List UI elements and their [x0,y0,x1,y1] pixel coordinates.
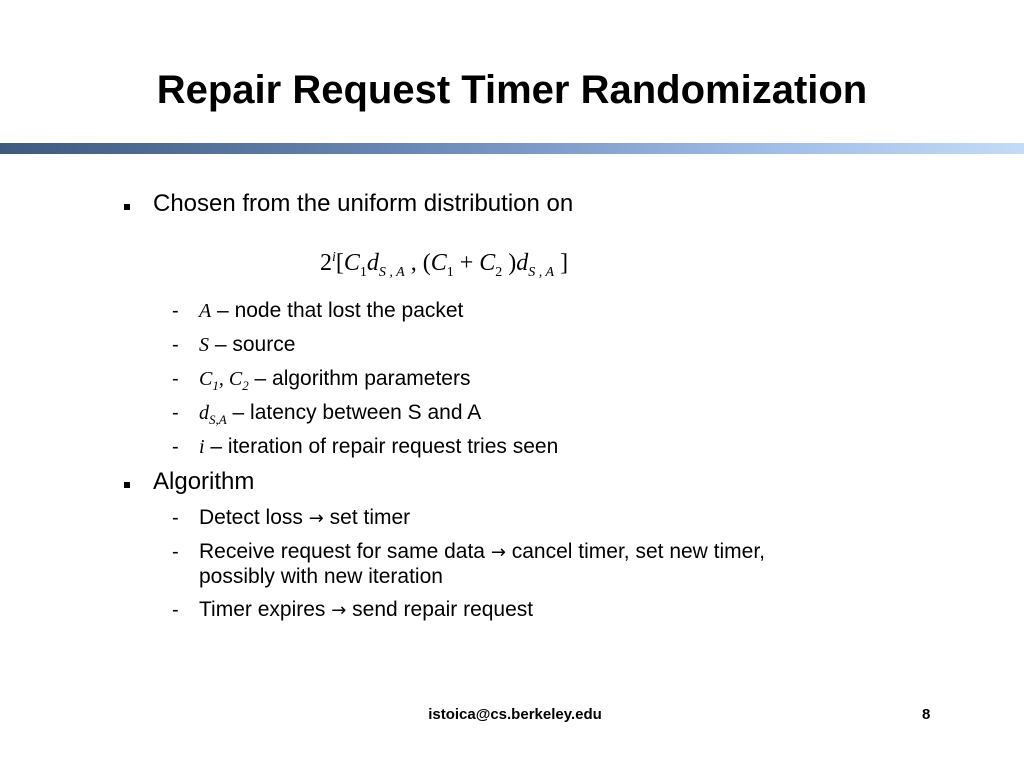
right-arrow-icon: → [331,600,347,621]
footer-email: istoica@cs.berkeley.edu [428,706,602,723]
title-underline-bar [0,143,1024,154]
formula-d2-sub: S , A [528,264,555,280]
right-arrow-icon: → [308,508,324,529]
symbol-c2-sub: 2 [242,378,249,393]
formula-c1b-sub: 1 [446,264,454,280]
formula-exponent: i [332,250,336,265]
algorithm-step-receive-request [199,540,765,589]
definition-i [199,435,558,459]
formula-c1: C [343,250,360,276]
formula-comma-paren: , ( [404,250,431,276]
formula-plus: + [453,250,480,276]
definition-c1-c2 [199,367,470,398]
formula-c1-sub: 1 [359,264,367,280]
dash-bullet: - [172,368,179,390]
step-text-continuation: possibly with new iteration [199,565,443,588]
symbol-separator: , [218,368,229,390]
definition-a-text: – node that lost the packet [211,299,464,322]
formula-d2: d [516,250,529,276]
square-bullet-icon [124,482,130,488]
slide-title: Repair Request Timer Randomization [156,68,868,112]
formula-c1b: C [430,250,447,276]
dash-bullet: - [172,507,179,529]
timer-interval-formula [320,250,568,281]
dash-bullet: - [172,599,179,621]
symbol-c1-sub: 1 [212,378,219,393]
definition-s [199,333,295,357]
formula-close-bracket: ] [554,250,569,276]
definition-c-text: – algorithm parameters [248,367,471,390]
step-text: set timer [323,506,411,529]
definition-a [199,299,463,323]
step-text: Detect loss [199,506,309,529]
bullet-algorithm: Algorithm [153,468,255,495]
formula-c2: C [479,250,496,276]
algorithm-step-detect-loss [199,506,410,531]
formula-d1-sub: S , A [378,264,405,280]
algorithm-step-timer-expires [199,598,533,623]
step-text: cancel timer, set new timer, [505,540,766,563]
dash-bullet: - [172,334,179,356]
definition-d-text: – latency between S and A [226,401,482,424]
step-text: send repair request [346,598,534,621]
dash-bullet: - [172,436,179,458]
symbol-s: S [199,334,209,356]
dash-bullet: - [172,300,179,322]
symbol-d-sub: S,A [209,412,227,427]
page-number: 8 [922,706,931,723]
symbol-d: d [199,402,209,424]
formula-c2-sub: 2 [495,264,503,280]
symbol-c1: C [199,368,213,390]
formula-d1: d [366,250,379,276]
right-arrow-icon: → [490,542,506,563]
formula-close-paren: ) [502,250,517,276]
bullet-uniform-distribution: Chosen from the uniform distribution on [153,190,574,217]
dash-bullet: - [172,541,179,563]
symbol-i: i [199,436,205,458]
definition-d-sa [199,401,481,432]
step-text: Receive request for same data [199,540,491,563]
formula-open-bracket: [ [335,250,344,276]
definition-s-text: – source [209,333,296,356]
formula-base: 2 [320,250,332,276]
symbol-c2: C [228,368,243,390]
definition-i-text: – iteration of repair request tries seen [204,435,559,458]
dash-bullet: - [172,402,179,424]
step-text: Timer expires [199,598,332,621]
symbol-a: A [199,300,212,322]
square-bullet-icon [124,204,130,210]
